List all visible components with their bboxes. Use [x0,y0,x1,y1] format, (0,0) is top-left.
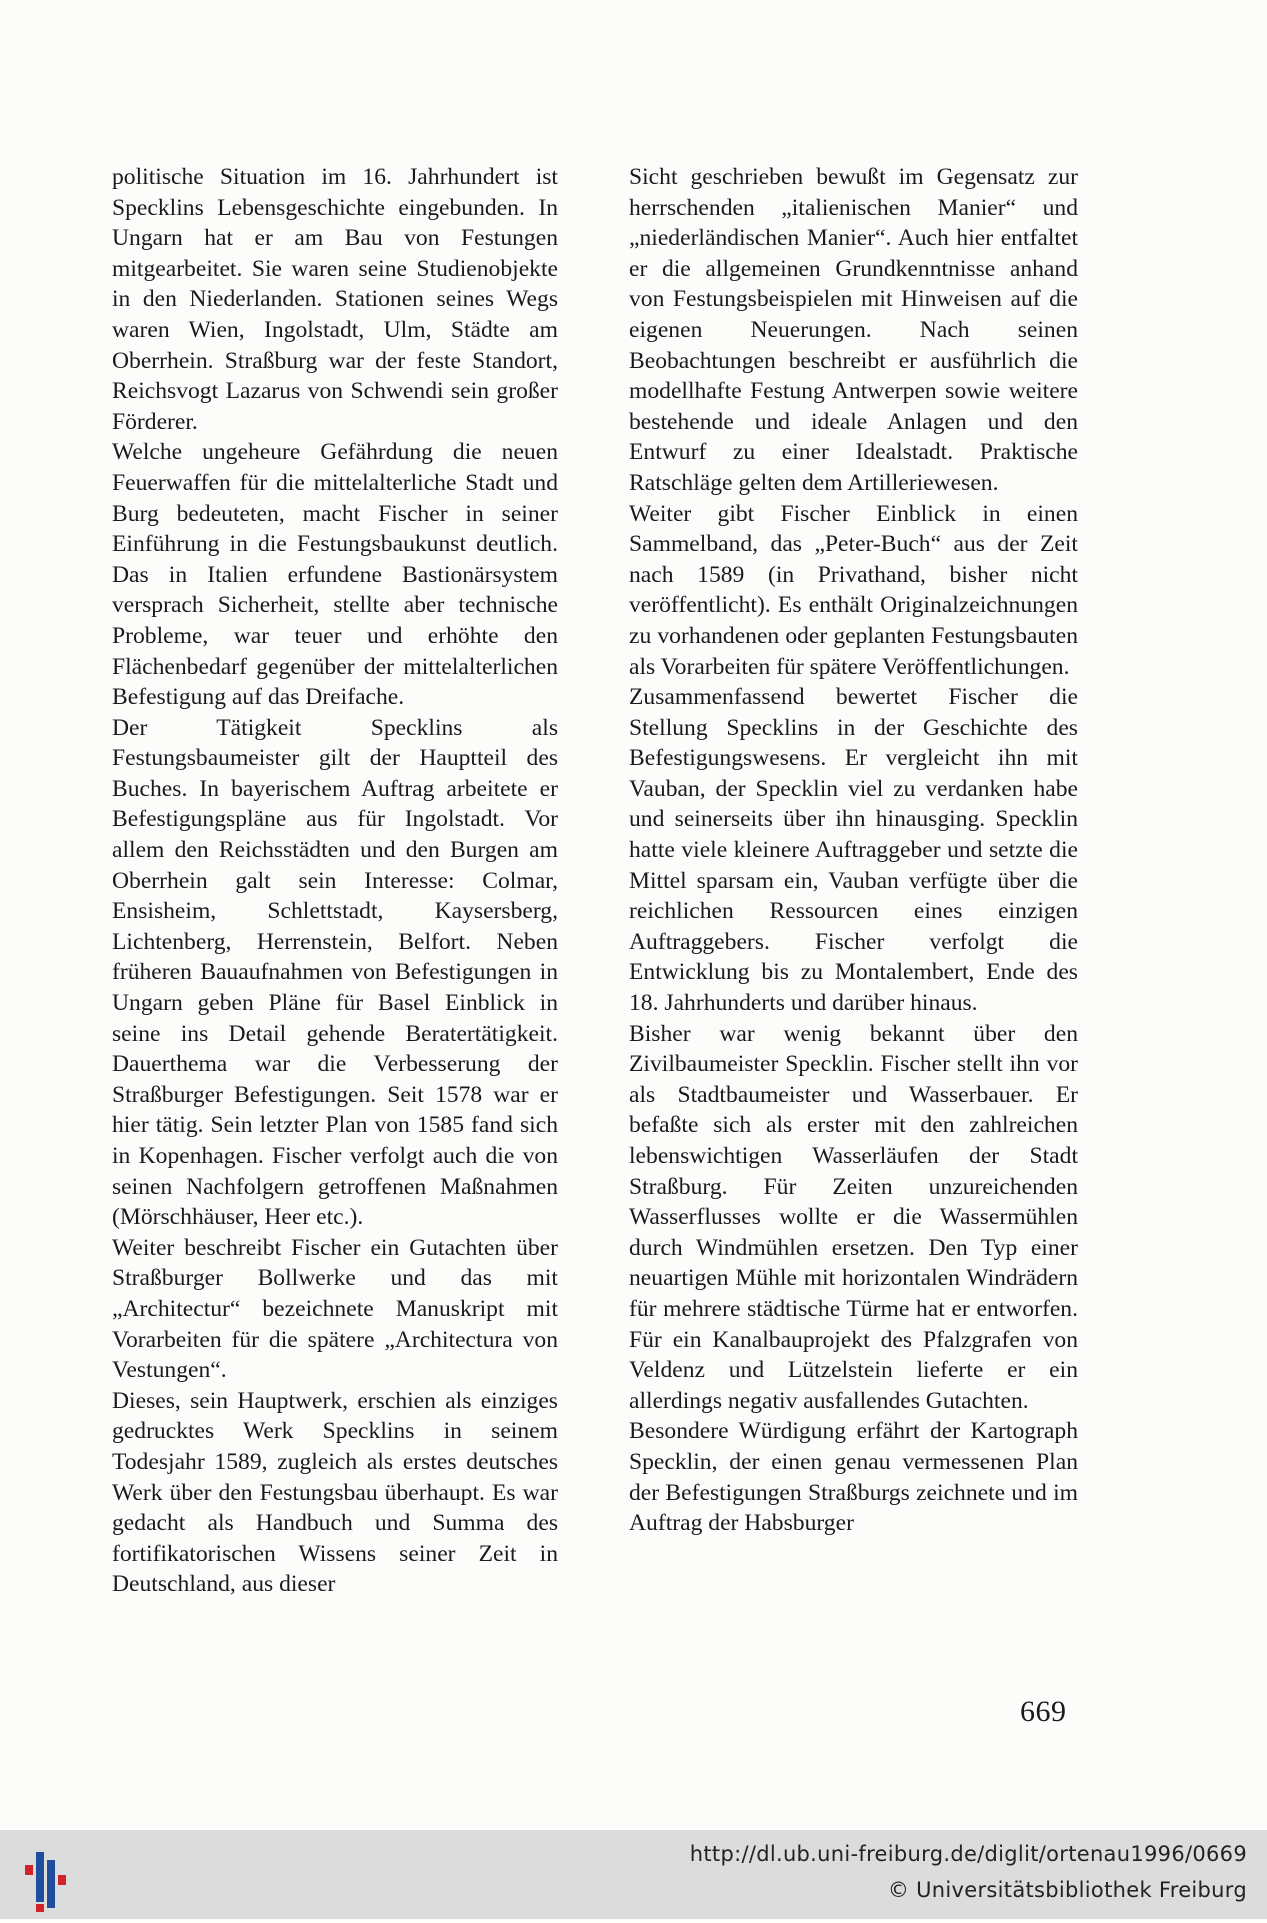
paragraph: Der Tätigkeit Specklins als Festungsbaumeister gilt der Hauptteil des Buches. In bayerischem Auftrag arbeitete er Befestigungspläne aus für Ingolstadt. Vor allem den Reichsstädten und den Burgen am Oberrhein galt sein Interesse: Colmar, Ensisheim, Schlettstadt, Kaysersberg, Lichtenberg, Herrenstein, Belfort. Neben früheren Bauaufnahmen von Befestigungen in Ungarn geben Pläne für Basel Einblick in seine ins Detail gehende Beratertätigkeit. Dauerthema war die Verbesserung der Straßburger Befestigungen. Seit 1578 war er hier tätig. Sein letzter Plan von 1585 fand sich in Kopenhagen. Fischer verfolgt auch die von seinen Nachfolgern getroffenen Maßnahmen (Mörschhäuser, Heer etc.). [112,714,558,1231]
paragraph: Sicht geschrieben bewußt im Gegensatz zur herrschenden „italienischen Manier“ und „niederländischen Manier“. Auch hier entfaltet er die allgemeinen Grundkenntnisse anhand von Festungsbeispielen mit Hinweisen auf die eigenen Neuerungen. Nach seinen Beobachtungen beschreibt er ausführlich die modellhafte Festung Antwerpen sowie weitere bestehende und ideale Anlagen und den Entwurf zu einer Idealstadt. Praktische Ratschläge gelten dem Artilleriewesen. [629,164,1078,496]
page-number: 669 [1020,1695,1067,1728]
paragraph: Dieses, sein Hauptwerk, erschien als einziges gedrucktes Werk Specklins in seinem Todesjahr 1589, zugleich als erstes deutsches Werk über den Festungsbau überhaupt. Es war gedacht als Handbuch und Summa des fortifikatorischen Wissens seiner Zeit in Deutschland, aus dieser [112,1387,558,1598]
paragraph: Welche ungeheure Gefährdung die neuen Feuerwaffen für die mittelalterliche Stadt und Burg bedeuteten, macht Fischer in seiner Einführung in die Festungsbaukunst deutlich. Das in Italien erfundene Bastionärsystem versprach Sicherheit, stellte aber technische Probleme, war teuer und erhöhte den Flächenbedarf gegenüber der mittelalterlichen Befestigung auf das Dreifache. [112,439,558,711]
ub-freiburg-logo-icon[interactable] [0,1830,90,1919]
footer-bar [0,1830,1267,1919]
paragraph: politische Situation im 16. Jahrhundert ist Specklins Lebensgeschichte eingebunden. In Ungarn hat er am Bau von Festungen mitgearbeitet. Sie waren seine Studienobjekte in den Niederlanden. Stationen seines Wegs waren Wien, Ingolstadt, Ulm, Städte am Oberrhein. Straßburg war der feste Standort, Reichsvogt Lazarus von Schwendi sein großer Förderer. [112,164,558,435]
right-text-column [629,162,1078,1539]
paragraph: Weiter beschreibt Fischer ein Gutachten über Straßburger Bollwerke und das mit „Architectur“ bezeichnete Manuskript mit Vorarbeiten für die spätere „Architectura von Vestungen“. [112,1234,558,1384]
paragraph: Weiter gibt Fischer Einblick in einen Sammelband, das „Peter-Buch“ aus der Zeit nach 1589 (in Privathand, bisher nicht veröffentlicht). Es enthält Originalzeichnungen zu vorhandenen oder geplanten Festungsbauten als Vorarbeiten für spätere Veröffentlichungen. [629,500,1078,680]
paragraph: Besondere Würdigung erfährt der Kartograph Specklin, der einen genau vermessenen Plan der Befestigungen Straßburgs zeichnete und im Auftrag der Habsburger [629,1418,1078,1537]
left-text-column [112,162,558,1600]
footer-url-link[interactable]: http://dl.ub.uni-freiburg.de/diglit/ortenau1996/0669 [689,1842,1247,1866]
paragraph: Bisher war wenig bekannt über den Zivilbaumeister Specklin. Fischer stellt ihn vor als Stadtbaumeister und Wasserbauer. Er befaßte sich als erster mit den zahlreichen lebenswichtigen Wasserläufen der Stadt Straßburg. Für Zeiten unzureichenden Wasserflusses wollte er die Wassermühlen durch Windmühlen ersetzen. Den Typ einer neuartigen Mühle mit horizontalen Windrädern für mehrere städtische Türme hat er entworfen. Für ein Kanalbauprojekt des Pfalzgrafen von Veldenz und Lützelstein lieferte er ein allerdings negativ ausfallendes Gutachten. [629,1020,1078,1414]
footer-copyright: © Universitätsbibliothek Freiburg [887,1878,1247,1902]
paragraph: Zusammenfassend bewertet Fischer die Stellung Specklins in der Geschichte des Befestigungswesens. Er vergleicht ihn mit Vauban, der Specklin viel zu verdanken habe und seinerseits über ihn hinausging. Specklin hatte viele kleinere Auftraggeber und setzte die Mittel sparsam ein, Vauban verfügte über die reichlichen Ressourcen eines einzigen Auftraggebers. Fischer verfolgt die Entwicklung bis zu Montalembert, Ende des 18. Jahrhunderts und darüber hinaus. [629,684,1078,1017]
